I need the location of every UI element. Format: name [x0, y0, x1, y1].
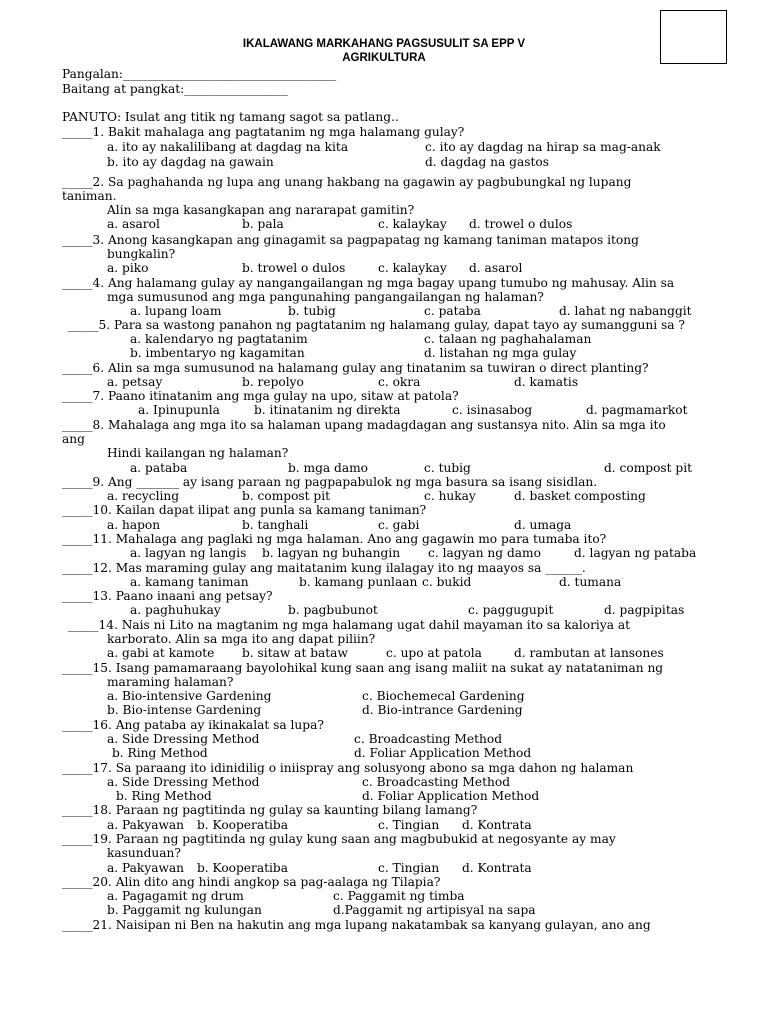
question-stem-continued: Alin sa mga kasangkapan ang nararapat gamitin?: [107, 203, 415, 217]
answer-option: b. Kooperatiba: [197, 818, 288, 832]
answer-option: b. tubig: [288, 304, 336, 318]
question-stem: _____3. Anong kasangkapan ang ginagamit sa pagpapatag ng kamang taniman matapos itong: [62, 233, 639, 247]
answer-option: a. hapon: [107, 518, 161, 532]
answer-option: b. Ring Method: [112, 746, 208, 760]
answer-option: d. Kontrata: [462, 861, 532, 875]
answer-option: b. trowel o dulos: [242, 261, 346, 275]
exam-title: IKALAWANG MARKAHANG PAGSUSULIT SA EPP V: [242, 38, 526, 50]
question-stem: _____7. Paano itinatanim ang mga gulay na upo, sitaw at patola?: [62, 389, 459, 403]
answer-option: d. pagpipitas: [604, 603, 685, 617]
answer-option: b. Kooperatiba: [197, 861, 288, 875]
name-field[interactable]: Pangalan:___________________________________: [62, 67, 337, 81]
answer-option: b. Paggamit ng kulungan: [107, 903, 262, 917]
answer-option: a. Side Dressing Method: [107, 732, 260, 746]
answer-option: a. Pagagamit ng drum: [107, 889, 244, 903]
answer-option: a. Pakyawan: [107, 818, 185, 832]
answer-option: d. dagdag na gastos: [425, 155, 549, 169]
answer-option: d. Kontrata: [462, 818, 532, 832]
answer-option: d. rambutan at lansones: [514, 646, 664, 660]
answer-option: d. compost pit: [604, 461, 693, 475]
answer-option: d. lagyan ng pataba: [574, 546, 697, 560]
answer-option: a. ito ay nakalilibang at dagdag na kita: [107, 140, 349, 154]
answer-option: d. tumana: [559, 575, 622, 589]
answer-option: a. petsay: [107, 375, 163, 389]
answer-option: b. pagbubunot: [288, 603, 378, 617]
answer-option: b. pala: [242, 217, 284, 231]
answer-option: d.Paggamit ng artipisyal na sapa: [333, 903, 536, 917]
question-stem: _____4. Ang halamang gulay ay nangangailangan ng mga bagay upang tumubo ng mahusay. Alin sa: [62, 276, 675, 290]
answer-option: c. Broadcasting Method: [362, 775, 511, 789]
answer-option: a. recycling: [107, 489, 180, 503]
answer-option: b. mga damo: [288, 461, 369, 475]
answer-option: c. talaan ng paghahalaman: [424, 332, 592, 346]
answer-option: a. Bio-intensive Gardening: [107, 689, 272, 703]
answer-option: a. asarol: [107, 217, 160, 231]
question-stem: _____13. Paano inaani ang petsay?: [62, 589, 273, 603]
answer-option: a. kalendaryo ng pagtatanim: [130, 332, 308, 346]
answer-option: b. sitaw at bataw: [242, 646, 348, 660]
answer-option: d. Foliar Application Method: [354, 746, 532, 760]
answer-option: a. paghuhukay: [130, 603, 221, 617]
answer-option: d. pagmamarkot: [586, 403, 688, 417]
answer-option: d. lahat ng nabanggit: [559, 304, 692, 318]
question-stem-continued: bungkalin?: [107, 247, 176, 261]
answer-option: c. Biochemecal Gardening: [362, 689, 525, 703]
answer-option: c. tubig: [424, 461, 471, 475]
answer-option: c. okra: [378, 375, 421, 389]
question-stem-continued: ang: [62, 432, 85, 446]
answer-option: a. gabi at kamote: [107, 646, 215, 660]
answer-option: c. bukid: [422, 575, 472, 589]
answer-option: b. Bio-intense Gardening: [107, 703, 262, 717]
answer-option: b. compost pit: [242, 489, 331, 503]
question-stem-continued: maraming halaman?: [107, 675, 234, 689]
question-stem: _____21. Naisipan ni Ben na hakutin ang mga lupang nakatambak sa kanyang gulayan, ano ang: [62, 918, 651, 932]
answer-option: b. itinatanim ng direkta: [254, 403, 401, 417]
answer-option: b. imbentaryo ng kagamitan: [130, 346, 305, 360]
answer-option: b. tanghali: [242, 518, 309, 532]
question-stem: _____16. Ang pataba ay ikinakalat sa lupa?: [62, 718, 324, 732]
answer-option: d. trowel o dulos: [469, 217, 573, 231]
answer-option: c. gabi: [378, 518, 420, 532]
question-stem-continued: karborato. Alin sa mga ito ang dapat piliin?: [107, 632, 376, 646]
question-stem: _____8. Mahalaga ang mga ito sa halaman upang madagdagan ang sustansya nito. Alin sa mga ito: [62, 418, 666, 432]
answer-option: d. asarol: [469, 261, 523, 275]
answer-option: a. Side Dressing Method: [107, 775, 260, 789]
answer-option: b. ito ay dagdag na gawain: [107, 155, 274, 169]
answer-option: d. umaga: [514, 518, 572, 532]
question-stem-continued: mga sumusunod ang mga pangunahing pangangailangan ng halaman?: [107, 290, 544, 304]
answer-option: a. Ipinupunla: [138, 403, 220, 417]
question-stem-continued: taniman.: [62, 189, 117, 203]
question-stem: _____12. Mas maraming gulay ang maitatanim kung ilalagay ito ng maayos sa ______.: [62, 561, 586, 575]
answer-option: c. upo at patola: [386, 646, 482, 660]
answer-option: b. repolyo: [242, 375, 304, 389]
question-stem: _____2. Sa paghahanda ng lupa ang unang hakbang na gagawin ay pagbubungkal ng lupang: [62, 175, 632, 189]
answer-option: c. ito ay dagdag na hirap sa mag-anak: [425, 140, 661, 154]
question-stem: _____9. Ang _______ ay isang paraan ng pagpapabulok ng mga basura sa isang sisidlan.: [62, 475, 598, 489]
answer-option: d. basket composting: [514, 489, 646, 503]
answer-option: d. kamatis: [514, 375, 579, 389]
question-stem: _____1. Bakit mahalaga ang pagtatanim ng mga halamang gulay?: [62, 125, 465, 139]
answer-option: a. piko: [107, 261, 149, 275]
question-stem: _____14. Nais ni Lito na magtanim ng mga halamang ugat dahil mayaman ito sa kaloriya at: [68, 618, 631, 632]
question-stem: _____6. Alin sa mga sumusunod na halamang gulay ang tinatanim sa tuwiran o direct planting?: [62, 361, 649, 375]
answer-option: b. Ring Method: [116, 789, 212, 803]
question-stem-continued: Hindi kailangan ng halaman?: [107, 446, 289, 460]
answer-option: a. pataba: [130, 461, 188, 475]
answer-option: c. Paggamit ng timba: [333, 889, 465, 903]
question-stem: _____15. Isang pamamaraang bayolohikal kung saan ang isang maliit na sukat ay natataniman ng: [62, 661, 664, 675]
question-stem: _____5. Para sa wastong panahon ng pagtatanim ng halamang gulay, dapat tayo ay sumangguni sa ?: [68, 318, 685, 332]
answer-option: c. Tingian: [378, 818, 440, 832]
answer-option: c. Broadcasting Method: [354, 732, 503, 746]
answer-option: b. lagyan ng buhangin: [262, 546, 401, 560]
question-stem: _____10. Kailan dapat ilipat ang punla sa kamang taniman?: [62, 503, 427, 517]
question-stem: _____17. Sa paraang ito idinidilig o iniispray ang solusyong abono sa mga dahon ng halaman: [62, 761, 634, 775]
question-stem-continued: kasunduan?: [107, 846, 181, 860]
question-stem: _____19. Paraan ng pagtitinda ng gulay kung saan ang magbubukid at negosyante ay may: [62, 832, 616, 846]
answer-option: a. kamang taniman: [130, 575, 249, 589]
answer-option: d. Bio-intrance Gardening: [362, 703, 523, 717]
answer-option: d. Foliar Application Method: [362, 789, 540, 803]
answer-option: c. paggugupit: [468, 603, 554, 617]
answer-option: a. Pakyawan: [107, 861, 185, 875]
answer-option: c. isinasabog: [452, 403, 533, 417]
answer-option: c. hukay: [424, 489, 476, 503]
exam-subtitle: AGRIKULTURA: [342, 52, 426, 64]
answer-option: d. listahan ng mga gulay: [424, 346, 577, 360]
question-stem: _____11. Mahalaga ang paglaki ng mga halaman. Ano ang gagawin mo para tumaba ito?: [62, 532, 607, 546]
answer-option: c. kalaykay: [378, 261, 447, 275]
answer-option: a. lagyan ng langis: [130, 546, 247, 560]
instructions: PANUTO: Isulat ang titik ng tamang sagot sa patlang..: [62, 110, 399, 124]
answer-option: c. Tingian: [378, 861, 440, 875]
answer-option: c. pataba: [424, 304, 481, 318]
grade-section-field[interactable]: Baitang at pangkat:_________________: [62, 82, 288, 96]
answer-option: a. lupang loam: [130, 304, 222, 318]
question-stem: _____18. Paraan ng pagtitinda ng gulay sa kaunting bilang lamang?: [62, 803, 478, 817]
answer-option: b. kamang punlaan: [299, 575, 418, 589]
answer-option: c. lagyan ng damo: [428, 546, 541, 560]
answer-option: c. kalaykay: [378, 217, 447, 231]
question-stem: _____20. Alin dito ang hindi angkop sa pag-aalaga ng Tilapia?: [62, 875, 441, 889]
